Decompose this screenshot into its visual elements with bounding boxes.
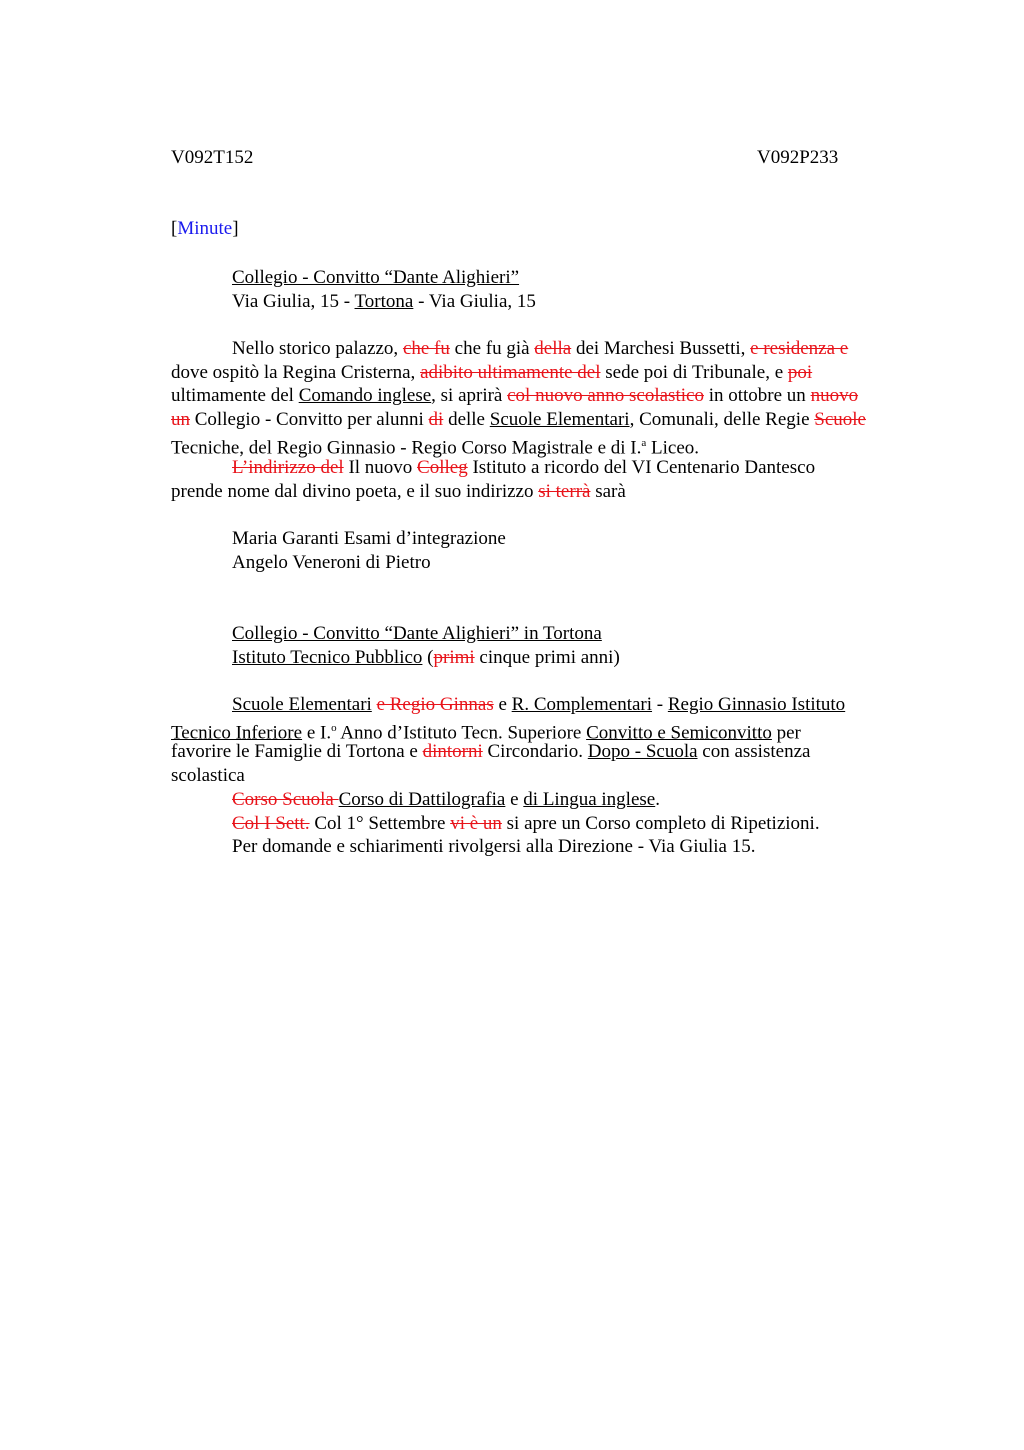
heading-address: Via Giulia, 15 - Tortona - Via Giulia, 15 (232, 290, 536, 312)
document-code-left: V092T152 (171, 147, 254, 168)
paragraph-corsi: Corso Scuola Corso di Dattilografia e di Lingua inglese. Col I Sett. Col 1° Settembre vi è un si apre un Corso completo di Ripetizioni. Per domande e schiarimenti rivolgersi alla Direzione - Via Giulia 15. (232, 789, 820, 858)
document-code-right: V092P233 (757, 147, 839, 168)
name-line: Angelo Veneroni di Pietro (232, 551, 431, 573)
minute-label: [Minute] (171, 218, 239, 239)
heading-tortona: Collegio - Convitto “Dante Alighieri” in Tortona Istituto Tecnico Pubblico (primi cinque primi anni) (232, 623, 620, 668)
paragraph-palazzo: Nello storico palazzo, che fu che fu già della dei Marchesi Bussetti, e residenza e dove ospitò la Regina Cristerna, adibito ultimamente del sede poi di Tribunale, e poi ultimamente del Comando inglese, si aprirà col nuovo anno scolastico in ottobre un nuovo un Collegio - Convitto per alunni di delle Scuole Elementari, Comunali, delle Regie Scuole Tecniche, del Regio Ginnasio - Regio Corso Magistrale e di I.$^a$ Liceo. (171, 338, 866, 459)
heading-title: Collegio - Convitto “Dante Alighieri” (232, 267, 520, 288)
paragraph-indirizzo: L’indirizzo del Il nuovo Colleg Istituto a ricordo del VI Centenario Dantesco prende nome dal divino poeta, e il suo indirizzo si terrà sarà (171, 457, 816, 502)
minute-link[interactable]: Minute (177, 218, 233, 239)
names-list (171, 527, 941, 574)
name-line: Maria Garanti Esami d’integrazione (232, 528, 506, 549)
heading-title: Collegio - Convitto “Dante Alighieri” in Tortona (232, 623, 602, 644)
heading-collegio (171, 266, 941, 313)
paragraph-scuole: Scuole Elementari e Regio Ginnas e R. Complementari - Regio Ginnasio Istituto Tecnico Inferiore e I.$^o$ Anno d’Istituto Tecn. Superiore Convitto e Semiconvitto per favorire le Famiglie di Tortona e dintorni Circondario. Dopo - Scuola con assistenza scolastica (171, 694, 846, 787)
